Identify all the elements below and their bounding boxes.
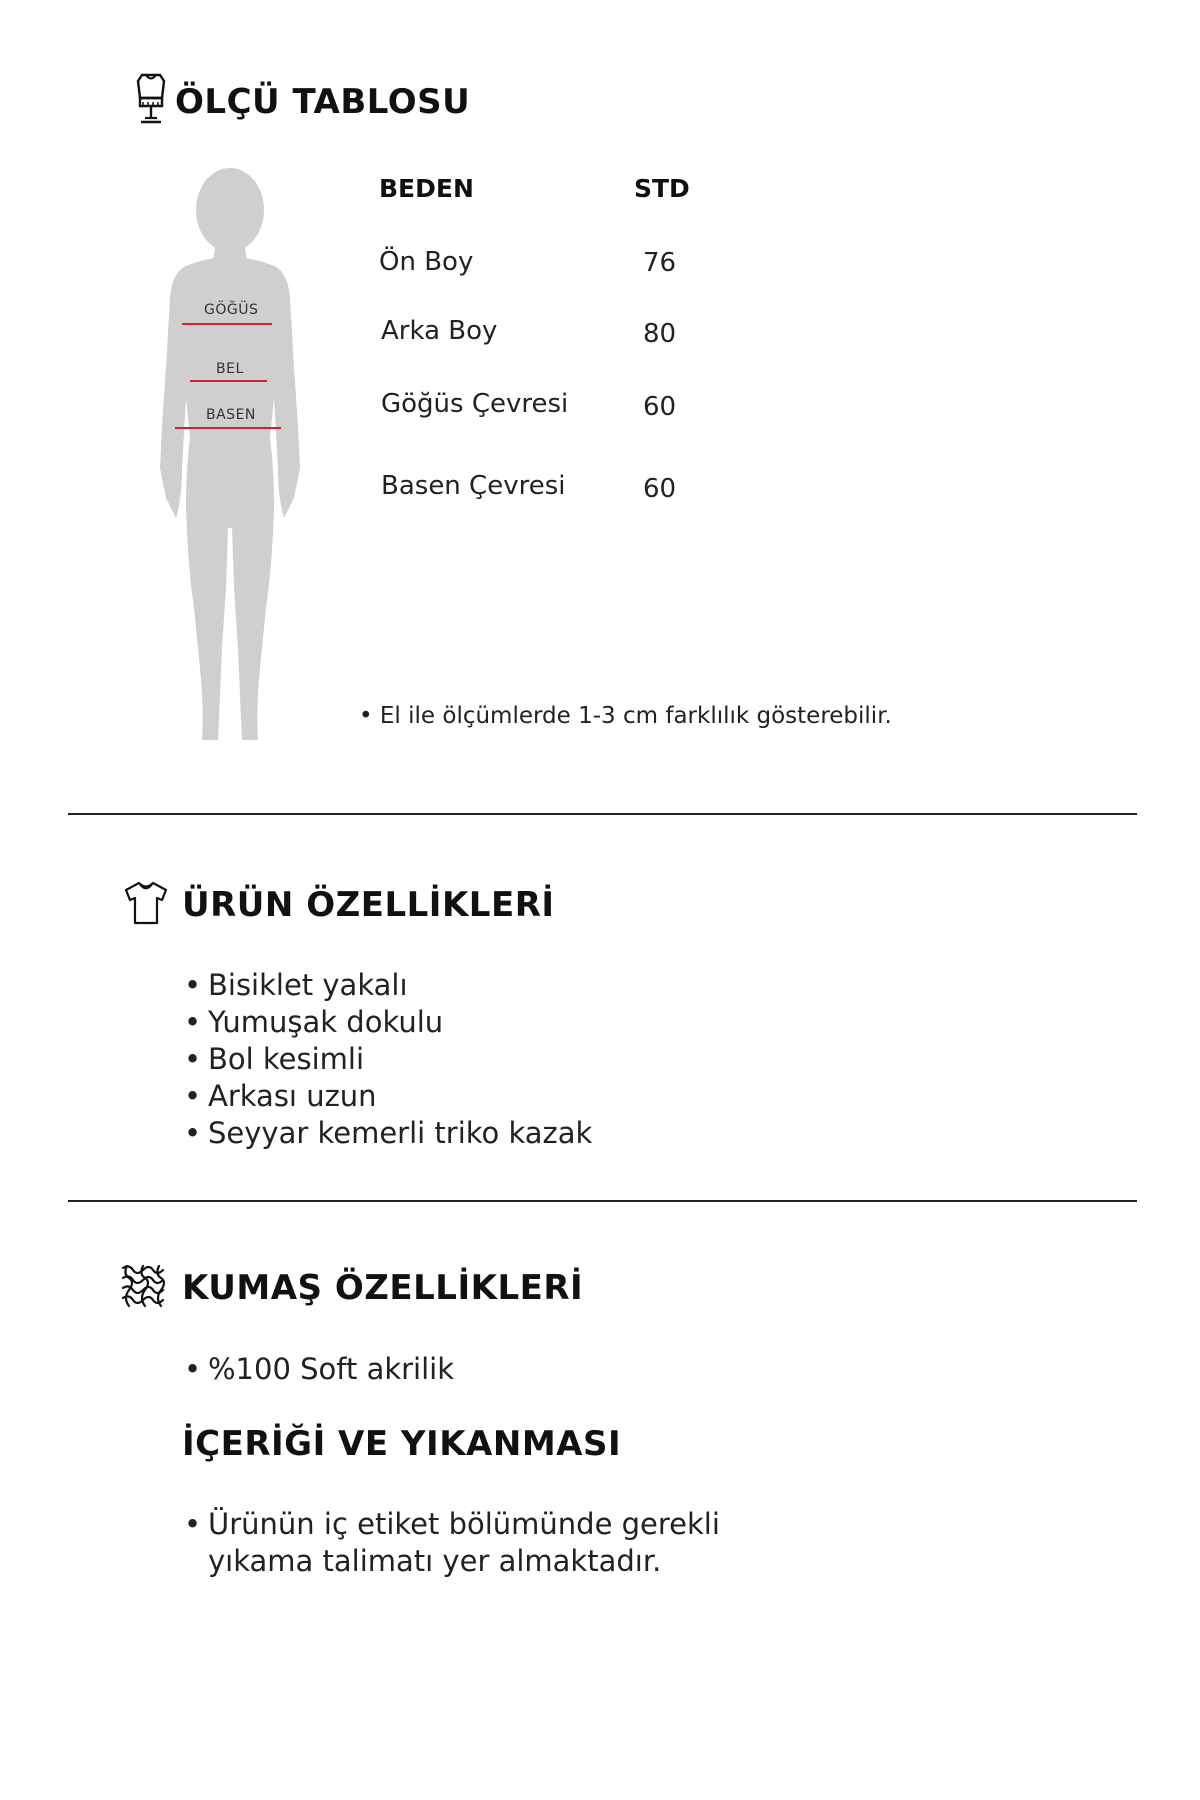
list-item: • Seyyar kemerli triko kazak — [184, 1115, 592, 1152]
chest-measure-line — [182, 323, 272, 325]
row-value: 60 — [643, 392, 677, 422]
list-item: • Bisiklet yakalı — [184, 967, 592, 1004]
row-label: Arka Boy — [381, 316, 498, 346]
row-value: 60 — [643, 474, 677, 504]
measurement-note — [359, 703, 892, 729]
care-title: İÇERİĞİ VE YIKANMASI — [182, 1424, 622, 1464]
body-silhouette — [148, 168, 312, 748]
hip-measure-line — [175, 427, 281, 429]
col-header-size: BEDEN — [379, 174, 474, 203]
size-chart-title: ÖLÇÜ TABLOSU — [175, 82, 471, 122]
figure-label-hip: BASEN — [206, 407, 256, 423]
waist-measure-line — [190, 380, 267, 382]
row-value: 80 — [643, 319, 677, 349]
note-bullet: • — [359, 703, 380, 729]
col-header-std: STD — [634, 174, 690, 203]
list-item: • Bol kesimli — [184, 1041, 592, 1078]
fabric-features-title: KUMAŞ ÖZELLİKLERİ — [182, 1268, 584, 1308]
figure-label-waist: BEL — [216, 361, 244, 377]
note-text: El ile ölçümlerde 1-3 cm farklılık gösterebilir. — [379, 703, 892, 729]
fabric-texture-icon — [119, 1262, 167, 1310]
row-label: Basen Çevresi — [381, 471, 566, 501]
row-label: Göğüs Çevresi — [381, 389, 569, 419]
mannequin-tape-icon — [133, 72, 169, 126]
care-list — [184, 1506, 834, 1580]
list-item: • Arkası uzun — [184, 1078, 592, 1115]
tshirt-icon — [122, 880, 170, 926]
product-features-list — [184, 967, 592, 1152]
row-label: Ön Boy — [379, 247, 474, 277]
fabric-features-list — [184, 1351, 454, 1388]
figure-label-chest: GÖĞÜS — [204, 302, 259, 318]
row-value: 76 — [643, 248, 677, 278]
section-divider — [68, 813, 1137, 815]
size-chart-section — [0, 0, 1200, 800]
list-item: • Ürünün iç etiket bölümünde gerekli yıkama talimatı yer almaktadır. — [184, 1506, 834, 1580]
list-item: • Yumuşak dokulu — [184, 1004, 592, 1041]
product-features-title: ÜRÜN ÖZELLİKLERİ — [182, 885, 555, 925]
section-divider — [68, 1200, 1137, 1202]
list-item: • %100 Soft akrilik — [184, 1351, 454, 1388]
